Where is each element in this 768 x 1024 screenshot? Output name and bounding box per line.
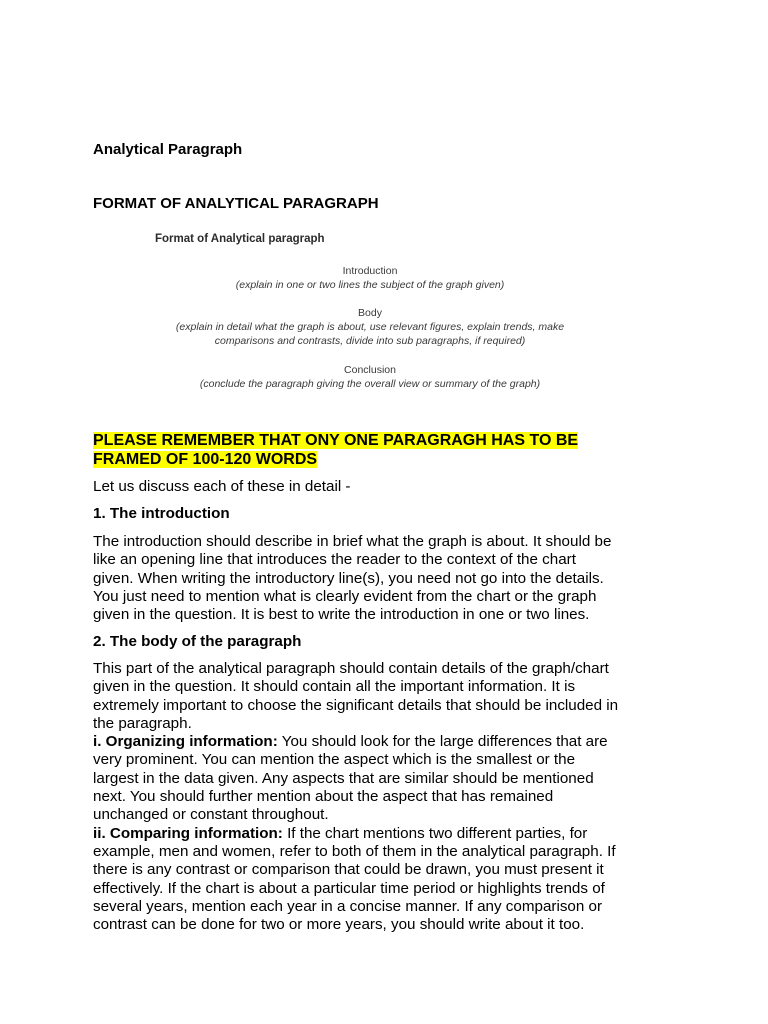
- paragraph-line: like an opening line that introduces the reader to the context of the chart: [93, 551, 576, 569]
- highlighted-notice: [93, 431, 578, 469]
- figure-introduction-label: Introduction: [342, 265, 398, 277]
- paragraph-line: effectively. If the chart is about a particular time period or highlights trends of: [93, 879, 605, 897]
- organizing-info-text: You should look for the large differences that are: [277, 733, 608, 751]
- section-2-heading: 2. The body of the paragraph: [93, 633, 302, 650]
- paragraph-line: there is any contrast or comparison that could be drawn, you must present it: [93, 861, 604, 879]
- format-figure: [150, 233, 590, 398]
- paragraph-line: several years, mention each year in a concise manner. If any comparison or: [93, 897, 603, 915]
- figure-title: Format of Analytical paragraph: [155, 233, 325, 245]
- comparing-info-line: [93, 825, 678, 843]
- format-heading: FORMAT OF ANALYTICAL PARAGRAPH: [93, 195, 379, 212]
- paragraph-line: This part of the analytical paragraph should contain details of the graph/chart: [93, 660, 609, 677]
- paragraph-line: You just need to mention what is clearly evident from the chart or the graph: [93, 587, 597, 605]
- paragraph-line: extremely important to choose the significant details that should be included in: [93, 696, 619, 714]
- section-2-paragraph: [93, 660, 678, 934]
- figure-conclusion-desc: (conclude the paragraph giving the overall view or summary of the graph): [199, 378, 541, 390]
- organizing-info-label: i. Organizing information:: [93, 733, 278, 751]
- paragraph-line: unchanged or constant throughout.: [93, 806, 329, 824]
- paragraph-line: given in the question. It is best to write the introduction in one or two lines.: [93, 606, 590, 624]
- notice-line-1: PLEASE REMEMBER THAT ONY ONE PARAGRAGH HAS TO BE: [93, 432, 579, 449]
- notice-line-2: FRAMED OF 100-120 WORDS: [93, 451, 318, 468]
- document-title: Analytical Paragraph: [93, 141, 243, 158]
- paragraph-line: The introduction should describe in brief what the graph is about. It should be: [93, 533, 612, 550]
- lead-sentence: Let us discuss each of these in detail -: [93, 478, 351, 495]
- figure-body: [150, 306, 590, 348]
- figure-conclusion-label: Conclusion: [344, 364, 396, 376]
- section-1-paragraph: [93, 533, 678, 624]
- comparing-info-text: If the chart mentions two different parties, for: [282, 824, 588, 842]
- paragraph-line: example, men and women, refer to both of them in the analytical paragraph. If: [93, 842, 616, 860]
- figure-introduction: [150, 264, 590, 292]
- paragraph-line: given in the question. It should contain all the important information. It is: [93, 678, 576, 696]
- paragraph-line: largest in the data given. Any aspects that are similar should be mentioned: [93, 769, 594, 787]
- section-1-heading: 1. The introduction: [93, 505, 230, 522]
- figure-body-desc-line2: comparisons and contrasts, divide into sub paragraphs, if required): [214, 335, 526, 347]
- paragraph-line: given. When writing the introductory line(s), you need not go into the details.: [93, 569, 604, 587]
- figure-body-desc-line1: (explain in detail what the graph is about, use relevant figures, explain trends, make: [175, 321, 565, 333]
- figure-body-label: Body: [358, 307, 382, 319]
- paragraph-line: contrast can be done for two or more years, you should write about it too.: [93, 916, 585, 934]
- paragraph-line: very prominent. You can mention the aspect which is the smallest or the: [93, 751, 576, 769]
- figure-conclusion: [150, 363, 590, 391]
- comparing-info-label: ii. Comparing information:: [93, 824, 283, 842]
- paragraph-line: the paragraph.: [93, 714, 192, 732]
- paragraph-line: next. You should further mention about the aspect that has remained: [93, 788, 554, 806]
- organizing-info-line: [93, 733, 678, 751]
- figure-introduction-desc: (explain in one or two lines the subject of the graph given): [235, 279, 505, 291]
